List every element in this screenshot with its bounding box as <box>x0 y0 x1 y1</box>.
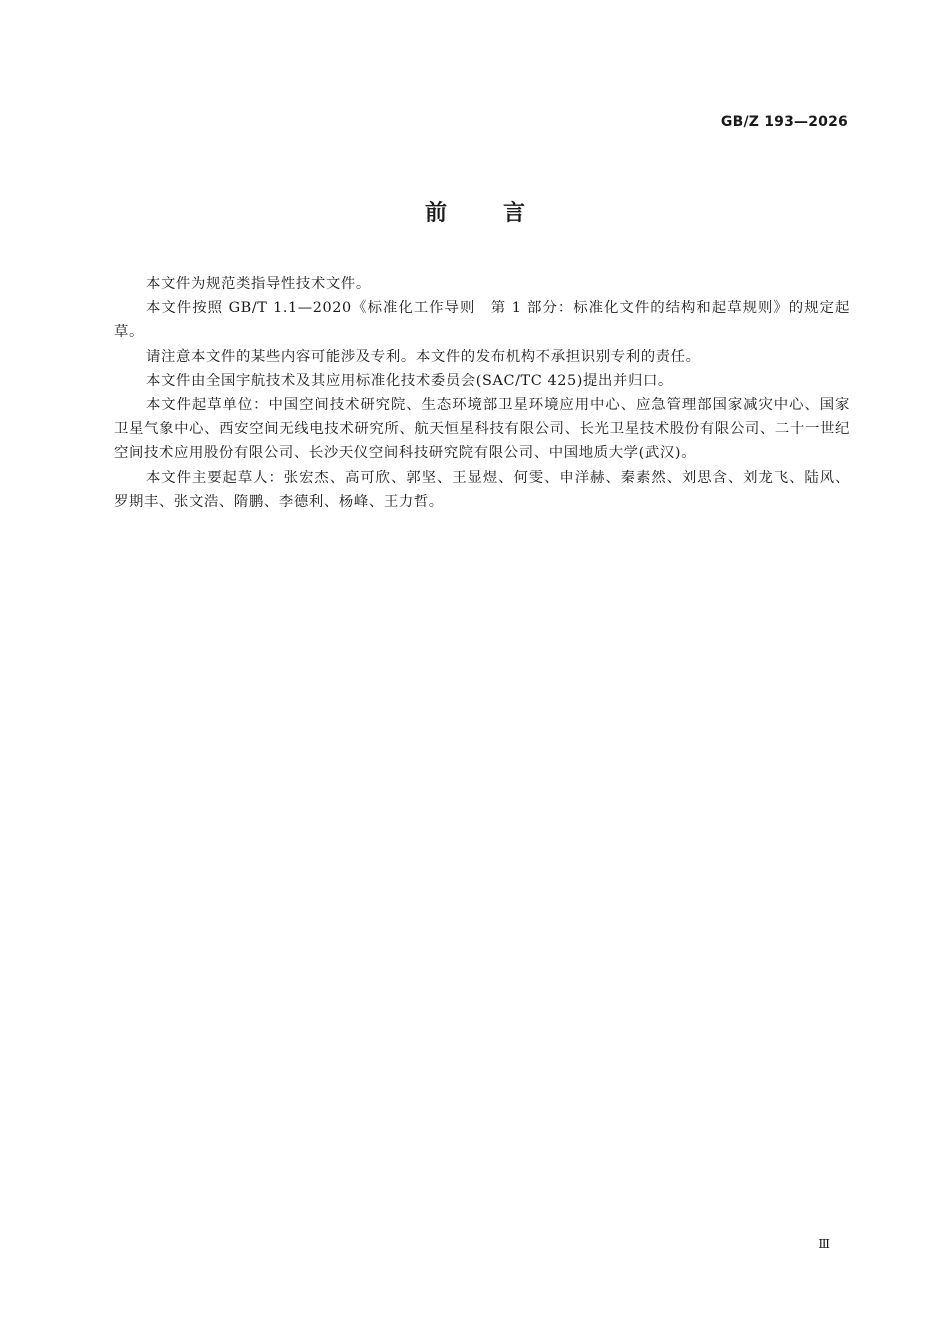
paragraph-drafting-rules: 本文件按照 GB/T 1.1—2020《标准化工作导则 第 1 部分：标准化文件的结构和起草规则》的规定起草。 <box>114 300 850 341</box>
page-title: 前言 <box>424 201 581 226</box>
standard-number: GB/Z 193—2026 <box>720 114 848 130</box>
foreword-body <box>114 272 850 514</box>
paragraph-drafters: 本文件主要起草人：张宏杰、高可欣、郭坚、王显煜、何雯、申洋赫、秦素然、刘思含、刘龙飞、陆风、罗期丰、张文浩、隋鹏、李德利、杨峰、王力哲。 <box>114 469 850 510</box>
paragraph-document-type: 本文件为规范类指导性技术文件。 <box>146 276 371 292</box>
paragraph-proposer: 本文件由全国宇航技术及其应用标准化技术委员会(SAC/TC 425)提出并归口。 <box>146 372 673 389</box>
paragraph-drafting-units: 本文件起草单位：中国空间技术研究院、生态环境部卫星环境应用中心、应急管理部国家减灾中心、国家卫星气象中心、西安空间无线电技术研究所、航天恒星科技有限公司、长光卫星技术股份有限公司、二十一世纪空间技术应用股份有限公司、长沙天仪空间科技研究院有限公司、中国地质大学(武汉)。 <box>114 397 850 462</box>
paragraph-patent-notice: 请注意本文件的某些内容可能涉及专利。本文件的发布机构不承担识别专利的责任。 <box>146 348 701 365</box>
page-number: Ⅲ <box>818 1237 830 1251</box>
